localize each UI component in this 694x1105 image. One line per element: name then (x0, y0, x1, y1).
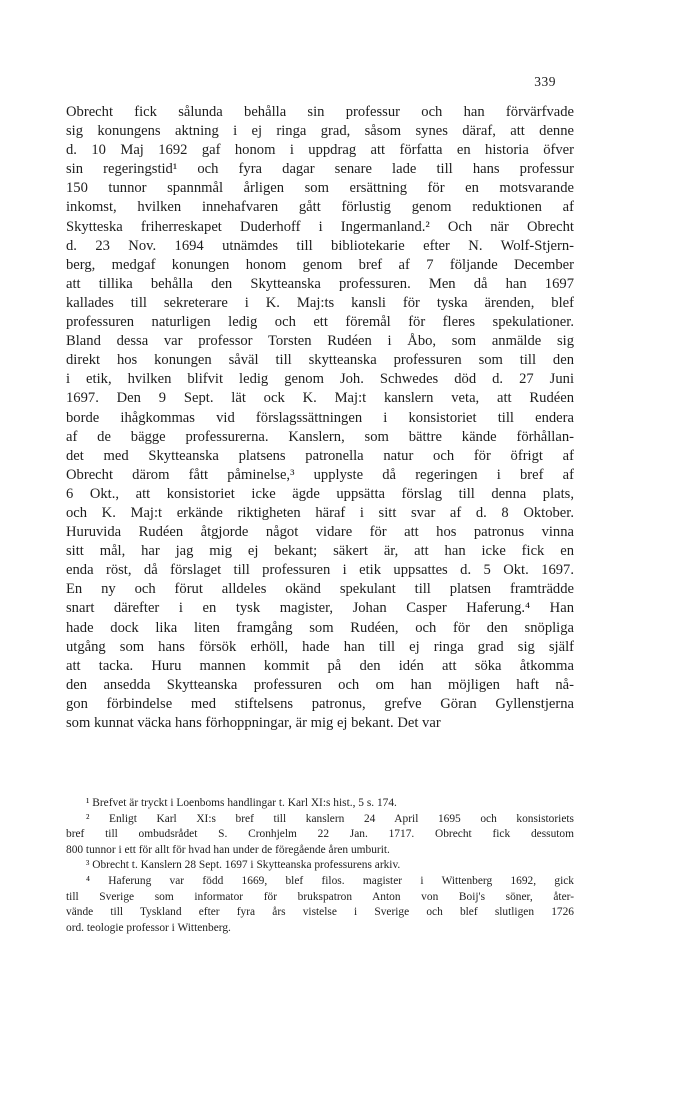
footnote-line: 800 tunnor i ett för allt för hvad han under de föregående åren umburit. (66, 843, 390, 856)
footnote-line: ord. teologie professor i Wittenberg. (66, 921, 231, 934)
footnote-line: till Sverige som informator för brukspatron Anton von Boij's söner, åter- (66, 890, 574, 903)
text-line: af de bägge professurerna. Kanslern, som bättre kände förhållan- (66, 428, 574, 445)
footnote-line: bref till ombudsrådet S. Cronhjelm 22 Jan. 1717. Obrecht fick dessutom (66, 828, 574, 841)
text-line: som kunnat väcka hans förhoppningar, är mig ej bekant. Det var (66, 715, 441, 731)
text-line: det med Skytteanska platsens patronella natur och för öfrigt af (66, 447, 574, 464)
text-line: En ny och förut alldeles okänd spekulant till platsen framträdde (66, 581, 574, 598)
text-line: att tacka. Huru mannen kommit på den idén att söka åtkomma (66, 657, 574, 674)
text-line: Skytteska friherreskapet Duderhoff i Ingermanland.² Och när Obrecht (66, 218, 574, 235)
text-line: enda röst, då förslaget till professuren i etik uppsattes d. 5 Okt. 1697. (66, 562, 574, 579)
text-line: 150 tunnor spannmål årligen som ersättning för en motsvarande (66, 180, 574, 197)
text-line: Obrecht fick sålunda behålla sin professur och han förvärfvade (66, 104, 574, 120)
text-line: berg, medgaf konungen honom genom bref af 7 följande December (66, 256, 574, 273)
text-line: sig konungens aktning i ej ringa grad, såsom synes däraf, att denne (66, 123, 574, 140)
text-line: att tillika behålla den Skytteanska professuren. Men då han 1697 (66, 275, 574, 292)
text-line: inkomst, hvilken innehafvaren gått förlustig genom reduktionen af (66, 199, 574, 216)
footnote-line: ³ Obrecht t. Kanslern 28 Sept. 1697 i Skytteanska professurens arkiv. (86, 859, 401, 872)
text-line: borde ihågkommas vid förslagssättningen i konsistoriet till endera (66, 409, 574, 426)
text-line: Huruvida Rudéen åtgjorde något vidare för att hos patronus vinna (66, 524, 574, 541)
text-line: den ansedda Skytteanska professuren och om han möjligen haft nå- (66, 676, 574, 693)
text-line: kallades till sekreterare i K. Maj:ts kansli för tyska ärenden, blef (66, 294, 574, 311)
text-line: sin regeringstid¹ och fyra dagar senare lade till hans professur (66, 161, 574, 178)
text-line: Bland dessa var professor Torsten Rudéen i Åbo, som anmälde sig (66, 333, 574, 350)
text-line: direkt hos konungen såväl till skytteanska professuren som till den (66, 352, 574, 369)
footnotes (66, 796, 574, 936)
text-line: snart därefter i en tysk magister, Johan Casper Haferung.⁴ Han (66, 600, 574, 617)
text-line: gon förbindelse med stiftelsens patronus, grefve Göran Gyllenstjerna (66, 695, 574, 712)
text-line: och K. Maj:t erkände riktigheten häraf i sitt svar af d. 8 Oktober. (66, 504, 574, 521)
text-line: utgång som hans försök erhöll, hade han till ej ringa grad sig själf (66, 638, 574, 655)
text-line: d. 10 Maj 1692 gaf honom i uppdrag att författa en historia öfver (66, 142, 574, 159)
text-line: hade dock lika liten framgång som Rudéen, och för den snöpliga (66, 619, 574, 636)
footnote-line: ² Enligt Karl XI:s bref till kanslern 24 April 1695 och konsistoriets (86, 812, 574, 825)
text-line: sitt mål, har jag mig ej bekant; säkert är, att han icke fick en (66, 543, 574, 560)
text-line: i etik, hvilken blifvit ledig genom Joh. Schwedes död d. 27 Juni (66, 371, 574, 388)
footnote-line: ¹ Brefvet är tryckt i Loenboms handlingar t. Karl XI:s hist., 5 s. 174. (86, 797, 397, 809)
text-line: d. 23 Nov. 1694 utnämdes till bibliotekarie efter N. Wolf-Stjern- (66, 237, 574, 254)
text-line: 6 Okt., att konsistoriet icke ägde uppsätta förslag till denna plats, (66, 485, 574, 502)
footnote-line: vände till Tyskland efter fyra års vistelse i Sverige och blef slutligen 1726 (66, 906, 574, 919)
text-line: 1697. Den 9 Sept. lät ock K. Maj:t kanslern veta, att Rudéen (66, 390, 574, 407)
page-number: 339 (534, 74, 556, 89)
body-text (66, 103, 574, 733)
footnote-line: ⁴ Haferung var född 1669, blef filos. magister i Wittenberg 1692, gick (86, 874, 574, 887)
text-line: professuren naturligen ledig och ett föremål för fleres spekulationer. (66, 314, 574, 331)
text-line: Obrecht därom fått påminelse,³ upplyste då regeringen i bref af (66, 466, 574, 483)
